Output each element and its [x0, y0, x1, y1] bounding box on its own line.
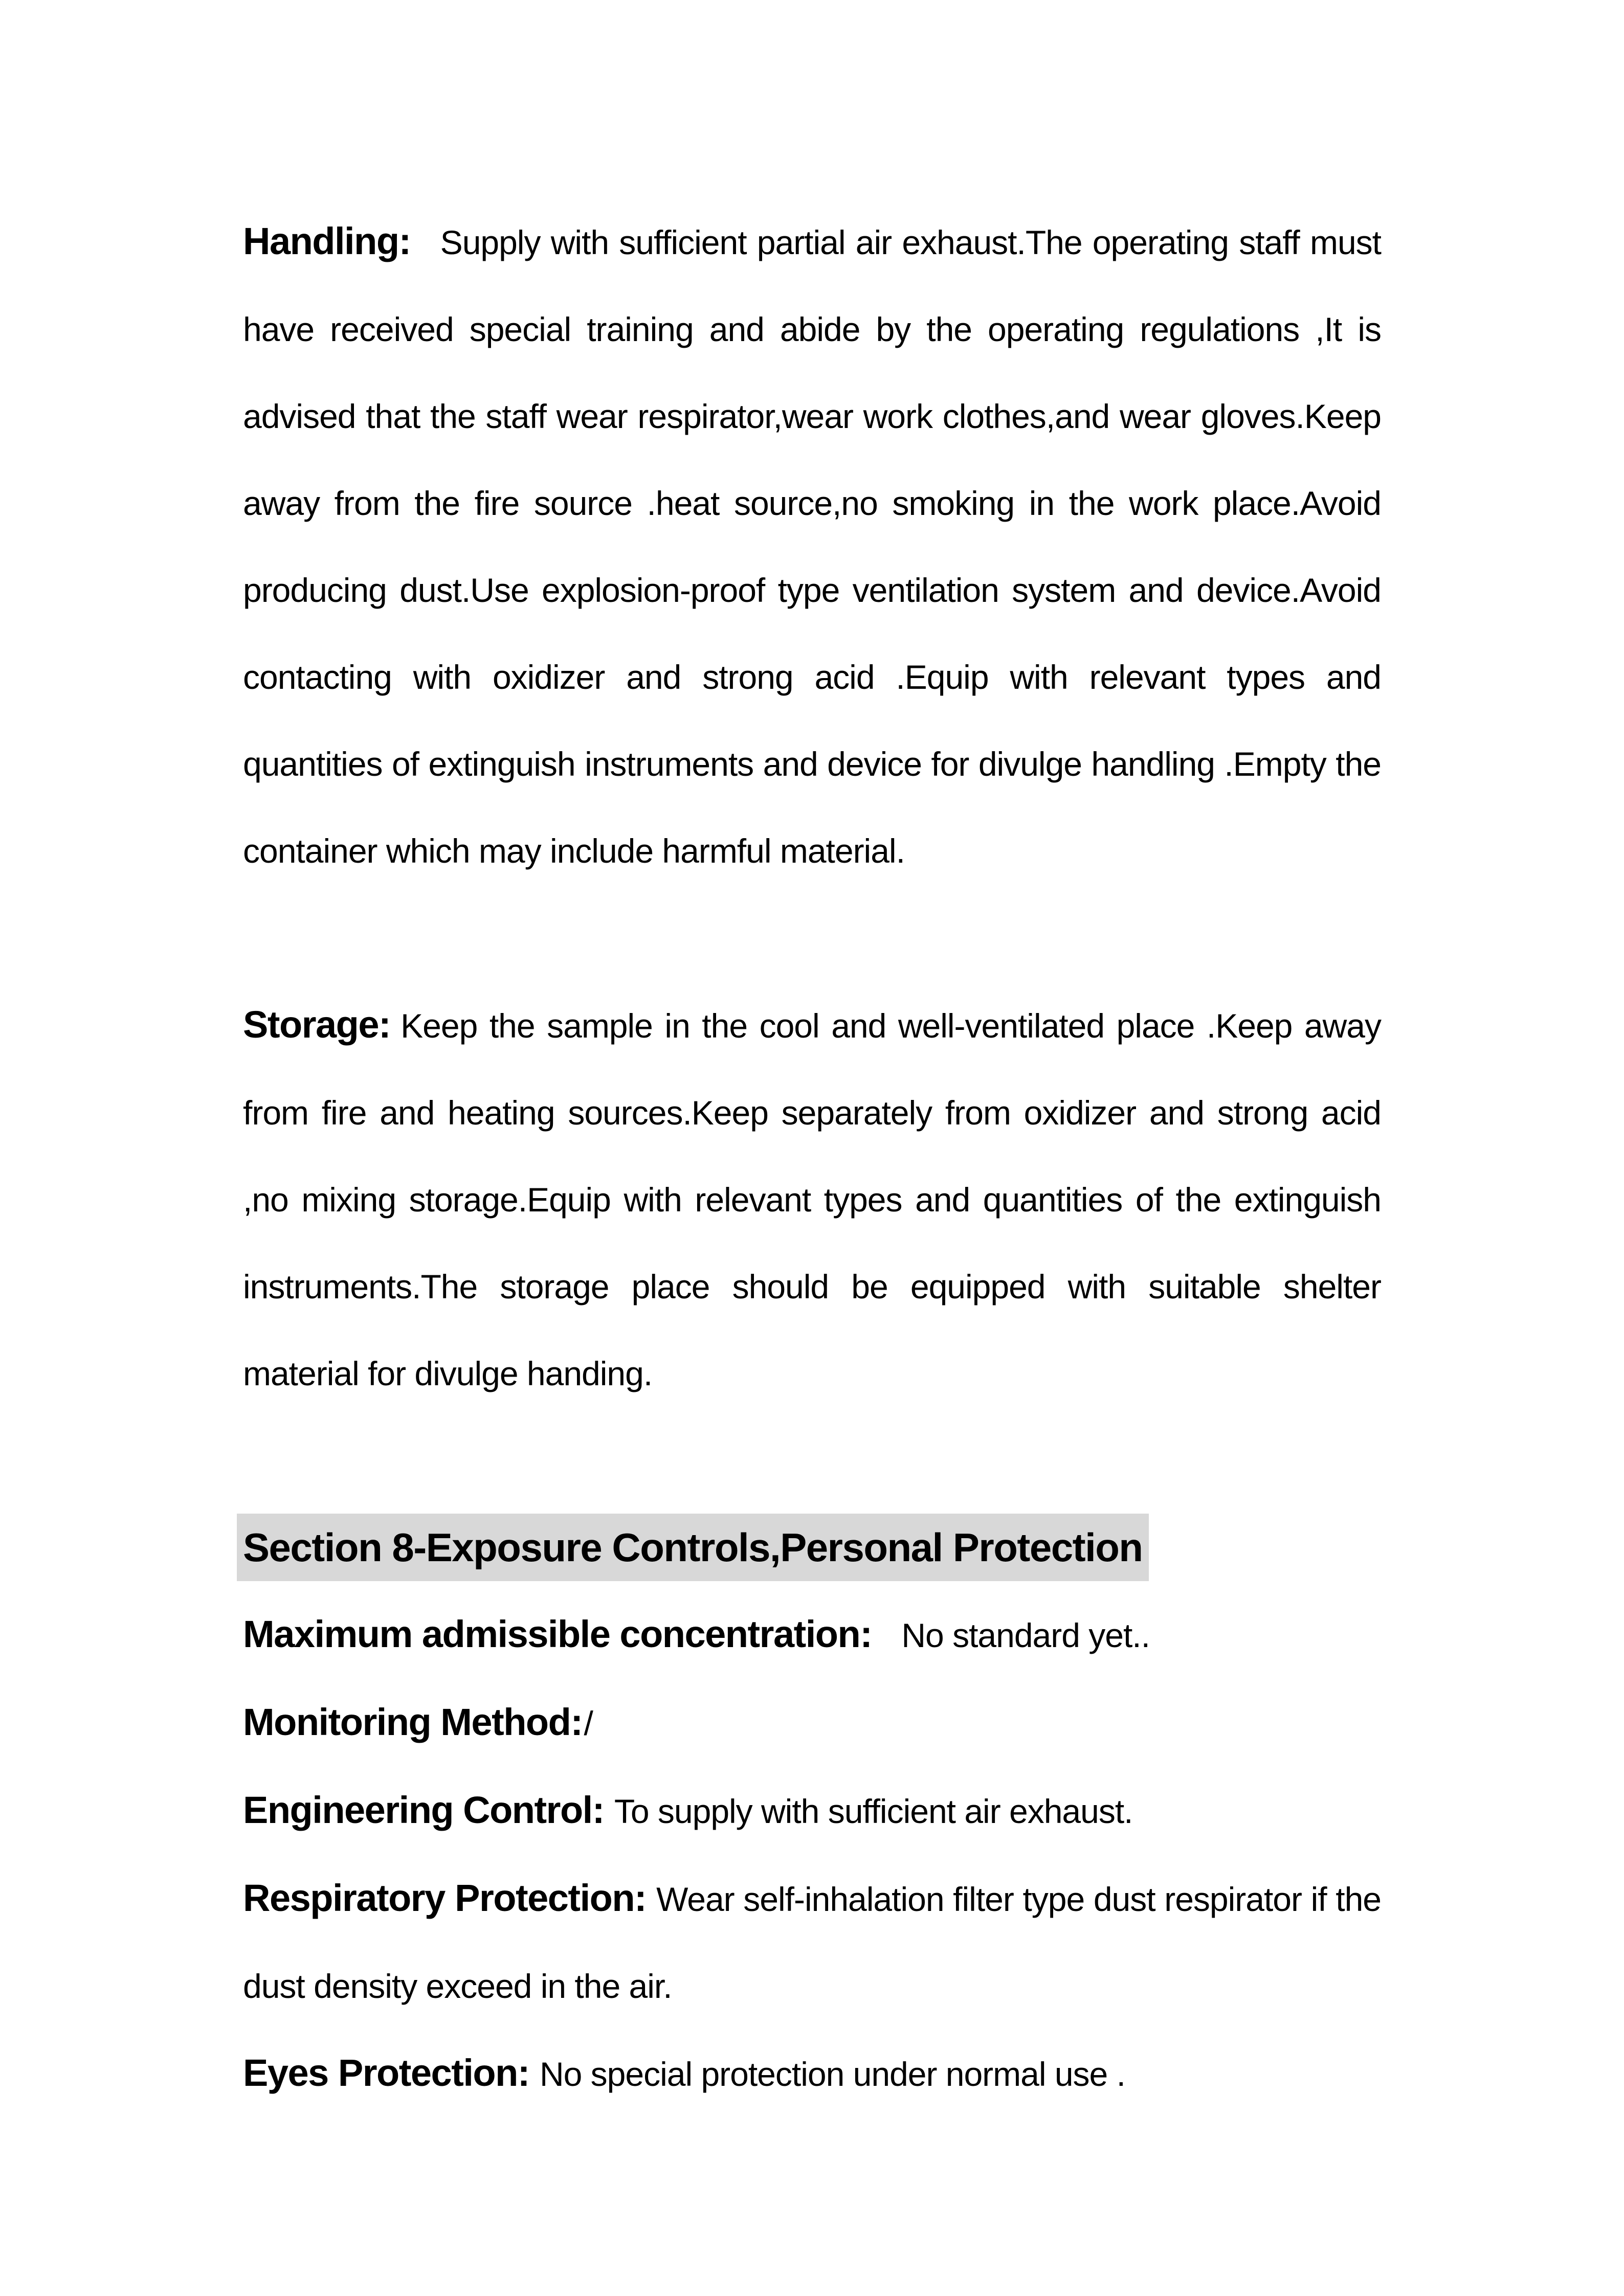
eyes-protection-value: No special protection under normal use . [539, 2055, 1125, 2093]
storage-label: Storage: [243, 1003, 391, 1046]
eyes-protection-line [243, 2030, 1381, 2118]
handling-paragraph [243, 198, 1381, 894]
monitoring-method-value: / [584, 1704, 593, 1742]
engineering-control-value: To supply with sufficient air exhaust. [614, 1792, 1133, 1830]
section8-heading [243, 1504, 1381, 1591]
max-admissible-concentration-value: No standard yet.. [901, 1616, 1150, 1654]
page-content [243, 198, 1381, 2118]
section8-heading-text: Section 8-Exposure Controls,Personal Protection [237, 1514, 1149, 1581]
handling-label: Handling: [243, 220, 411, 262]
eyes-protection-label: Eyes Protection: [243, 2052, 529, 2094]
monitoring-method-line [243, 1679, 1381, 1767]
respiratory-protection-value: Wear self-inhalation filter type dust respirator if the dust density exceed in the air. [243, 1880, 1381, 2005]
respiratory-protection-paragraph [243, 1855, 1381, 2030]
engineering-control-label: Engineering Control: [243, 1789, 604, 1831]
max-admissible-concentration-line [243, 1591, 1381, 1679]
monitoring-method-label: Monitoring Method: [243, 1701, 583, 1743]
max-admissible-concentration-label: Maximum admissible concentration: [243, 1613, 872, 1655]
storage-paragraph [243, 981, 1381, 1417]
storage-text: Keep the sample in the cool and well-ventilated place .Keep away from fire and heating sources.Keep separately from oxidizer and strong acid ,no mixing storage.Equip with relevant types and quantities of the extinguish instruments.The storage place should be equipped with suitable shelter material for divulge handing. [243, 1007, 1381, 1392]
handling-text: Supply with sufficient partial air exhaust.The operating staff must have received special training and abide by the operating regulations ,It is advised that the staff wear respirator,wear work clothes,and wear gloves.Keep away from the fire source .heat source,no smoking in the work place.Avoid producing dust.Use explosion-proof type ventilation system and device.Avoid contacting with oxidizer and strong acid .Equip with relevant types and quantities of extinguish instruments and device for divulge handling .Empty the container which may include harmful material. [243, 223, 1381, 870]
respiratory-protection-label: Respiratory Protection: [243, 1877, 647, 1919]
engineering-control-line [243, 1767, 1381, 1855]
